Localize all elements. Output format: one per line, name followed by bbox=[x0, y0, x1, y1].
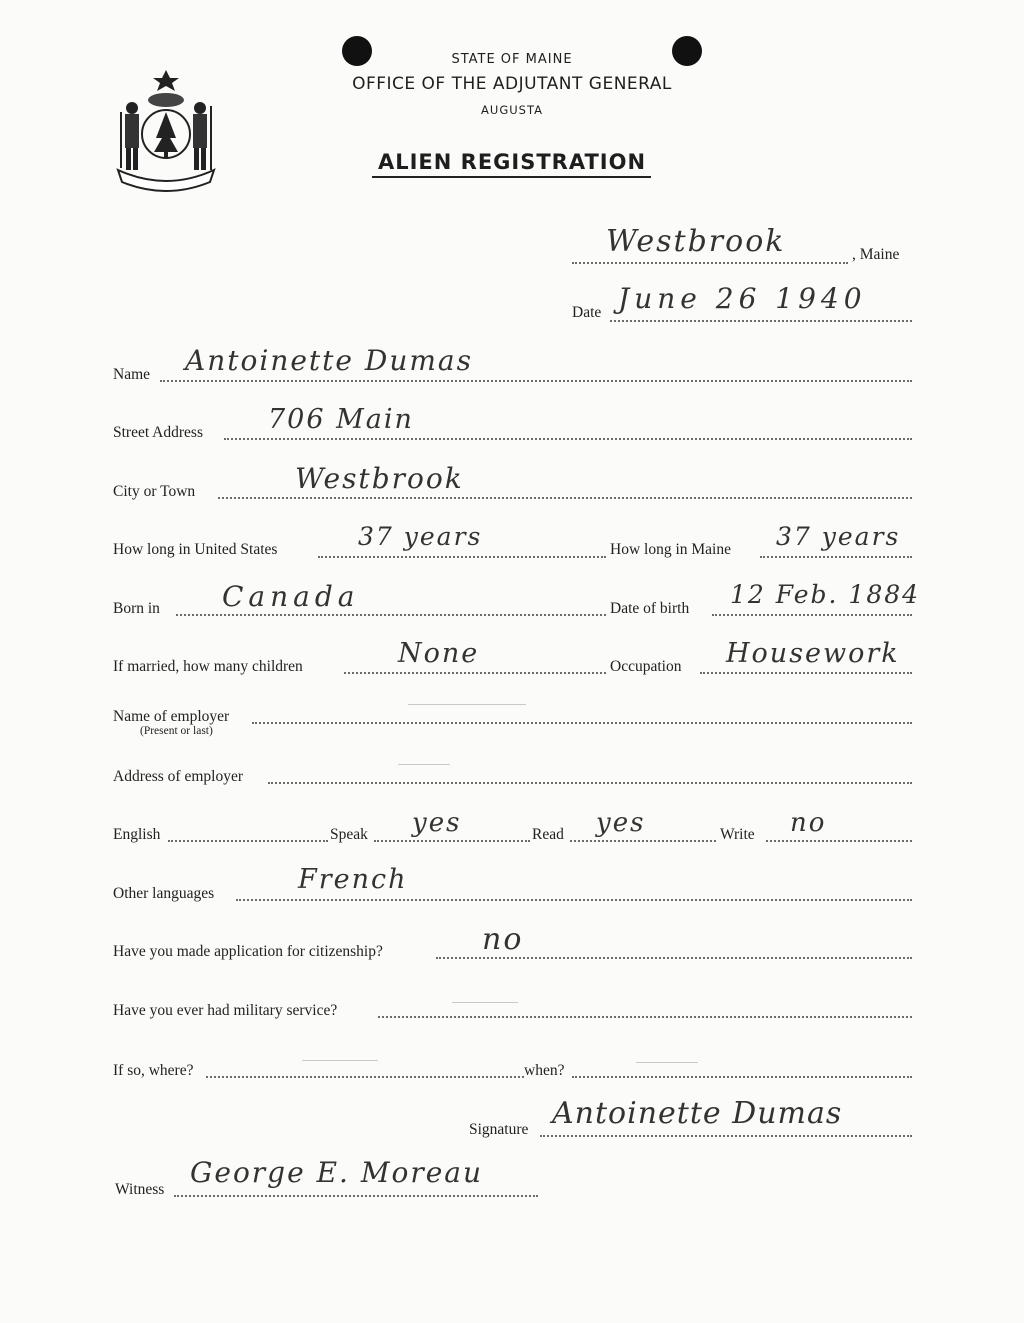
born-in-value: Canada bbox=[222, 580, 360, 613]
employer-name-note: (Present or last) bbox=[140, 725, 213, 737]
location-leader bbox=[572, 262, 848, 264]
employer-name-blank-mark bbox=[408, 704, 526, 705]
write-label: Write bbox=[720, 826, 755, 843]
date-of-birth-label: Date of birth bbox=[610, 600, 690, 617]
military-label: Have you ever had military service? bbox=[113, 1002, 338, 1019]
children-value: None bbox=[398, 638, 480, 669]
read-label: Read bbox=[532, 826, 564, 843]
date-of-birth-leader bbox=[712, 614, 912, 616]
occupation-leader bbox=[700, 672, 912, 674]
signature-label: Signature bbox=[469, 1121, 529, 1138]
children-label: If married, how many children bbox=[113, 658, 303, 675]
read-leader bbox=[570, 840, 716, 842]
state-seal bbox=[112, 66, 220, 192]
city-label: City or Town bbox=[113, 483, 196, 500]
employer-address-blank-mark bbox=[398, 764, 450, 765]
city-leader bbox=[218, 497, 912, 499]
english-leader bbox=[168, 840, 328, 842]
name-label: Name bbox=[113, 366, 151, 383]
witness-label: Witness bbox=[115, 1181, 165, 1198]
form-title-underline bbox=[372, 176, 651, 178]
when-label: when? bbox=[524, 1062, 565, 1079]
form-title: ALIEN REGISTRATION bbox=[377, 150, 647, 174]
born-in-label: Born in bbox=[113, 600, 160, 617]
employer-name-label: Name of employer bbox=[113, 708, 230, 725]
street-address-leader bbox=[224, 438, 912, 440]
employer-name-leader bbox=[252, 722, 912, 724]
location-value: Westbrook bbox=[606, 224, 786, 259]
street-address-label: Street Address bbox=[113, 424, 203, 441]
speak-label: Speak bbox=[330, 826, 368, 843]
how-long-maine-leader bbox=[760, 556, 912, 558]
write-value: no bbox=[790, 808, 827, 838]
how-long-us-value: 37 years bbox=[358, 522, 483, 551]
children-leader bbox=[344, 672, 606, 674]
write-leader bbox=[766, 840, 912, 842]
born-in-leader bbox=[176, 614, 606, 616]
speak-value: yes bbox=[412, 808, 462, 838]
witness-value: George E. Moreau bbox=[190, 1156, 484, 1189]
speak-leader bbox=[374, 840, 530, 842]
how-long-maine-value: 37 years bbox=[776, 522, 901, 551]
date-leader bbox=[610, 320, 912, 322]
date-label: Date bbox=[572, 304, 602, 321]
citizenship-leader bbox=[436, 957, 912, 959]
signature-value: Antoinette Dumas bbox=[552, 1096, 843, 1131]
street-address-value: 706 Main bbox=[268, 404, 414, 435]
witness-leader bbox=[174, 1195, 538, 1197]
read-value: yes bbox=[596, 808, 646, 838]
employer-address-label: Address of employer bbox=[113, 768, 243, 785]
citizenship-label: Have you made application for citizenship? bbox=[113, 943, 383, 960]
how-long-maine-label: How long in Maine bbox=[610, 541, 731, 558]
when-blank-mark bbox=[636, 1062, 698, 1063]
citizenship-value: no bbox=[482, 922, 524, 957]
if-so-where-blank-mark bbox=[302, 1060, 378, 1061]
name-value: Antoinette Dumas bbox=[185, 344, 473, 377]
when-leader bbox=[572, 1076, 912, 1078]
date-value: June 26 1940 bbox=[618, 282, 867, 315]
other-languages-leader bbox=[236, 899, 912, 901]
how-long-us-label: How long in United States bbox=[113, 541, 278, 558]
date-of-birth-value: 12 Feb. 1884 bbox=[730, 580, 921, 609]
other-languages-value: French bbox=[298, 864, 408, 895]
occupation-value: Housework bbox=[726, 638, 900, 669]
office-heading: OFFICE OF THE ADJUTANT GENERAL bbox=[352, 74, 672, 94]
other-languages-label: Other languages bbox=[113, 885, 215, 902]
military-leader bbox=[378, 1016, 912, 1018]
state-heading: STATE OF MAINE bbox=[451, 52, 573, 67]
location-suffix: , Maine bbox=[852, 246, 900, 263]
employer-address-leader bbox=[268, 782, 912, 784]
city-heading: AUGUSTA bbox=[481, 103, 543, 117]
if-so-where-leader bbox=[206, 1076, 524, 1078]
occupation-label: Occupation bbox=[610, 658, 682, 675]
if-so-where-label: If so, where? bbox=[113, 1062, 194, 1079]
name-leader bbox=[160, 380, 912, 382]
how-long-us-leader bbox=[318, 556, 606, 558]
military-blank-mark bbox=[452, 1002, 518, 1003]
signature-leader bbox=[540, 1135, 912, 1137]
english-label: English bbox=[113, 826, 161, 843]
city-value: Westbrook bbox=[295, 462, 464, 495]
